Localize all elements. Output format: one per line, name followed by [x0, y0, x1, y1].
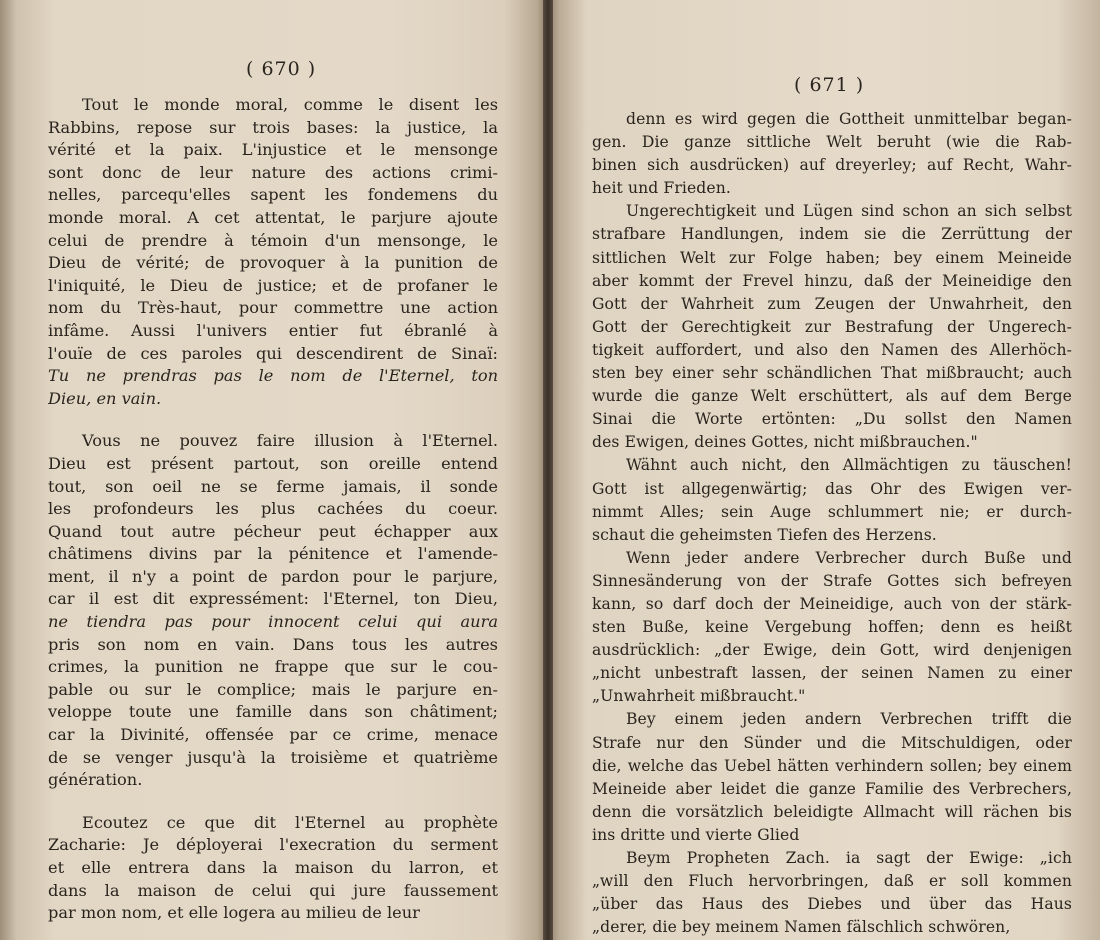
book-gutter	[543, 0, 553, 940]
text-line: celui de prendre à témoin d'un mensonge, le	[48, 230, 498, 250]
text-line: Gott ist allgegenwärtig; das Ohr des Ewigen ver-	[592, 479, 1072, 498]
text-line: Ecoutez ce que dit l'Eternel au prophète	[82, 812, 498, 832]
text-line: denn es wird gegen die Gottheit unmittelbar began-	[626, 110, 1072, 128]
text-line: génération.	[48, 770, 143, 790]
text-line: schaut die geheimsten Tiefen des Herzens.	[592, 525, 937, 544]
text-line: Beym Propheten Zach. ia sagt der Ewige: „ich	[626, 849, 1072, 867]
text-line: nom du Très-haut, pour commettre une action	[48, 298, 498, 318]
text-line: ausdrücklich: „der Ewige, dein Gott, wird denjenigen	[592, 641, 1072, 660]
text-line: „derer, die bey meinem Namen fälschlich schwören,	[592, 918, 1011, 937]
text-line: infâme. Aussi l'univers entier fut ébranlé à	[48, 320, 498, 340]
text-line: Dieu, en vain.	[48, 388, 162, 408]
text-line: kann, so darf doch der Meineidige, auch von der stärk-	[592, 594, 1072, 613]
text-line: l'ouïe de ces paroles qui descendirent de Sinaï:	[48, 343, 498, 363]
text-line: gen. Die ganze sittliche Welt beruht (wie die Rab-	[592, 133, 1072, 152]
text-line: Strafe nur den Sünder und die Mitschuldigen, oder	[592, 733, 1072, 752]
text-line: denn die vorsätzlich beleidigte Allmacht will rächen bis	[592, 802, 1072, 821]
text-line: strafbare Handlungen, indem sie die Zerrüttung der	[592, 225, 1072, 244]
text-line: heit und Frieden.	[592, 179, 731, 198]
text-line: Tout le monde moral, comme le disent les	[82, 95, 498, 114]
right-page-text	[592, 108, 1072, 939]
text-line: crimes, la punition ne frappe que sur le cou-	[48, 657, 498, 677]
text-line: les profondeurs les plus cachées du coeur.	[48, 499, 498, 519]
text-line: Sinnesänderung von der Strafe Gottes sich befreyen	[592, 571, 1072, 590]
page-number: ( 671 )	[794, 74, 865, 96]
text-line: Rabbins, repose sur trois bases: la justice, la	[48, 117, 498, 137]
text-line: pable ou sur le complice; mais le parjure en-	[48, 679, 498, 699]
text-line: tout, son oeil ne se ferme jamais, il sonde	[48, 476, 498, 496]
text-line: nimmt Alles; sein Auge schlummert nie; er durch-	[592, 502, 1072, 521]
text-line: Gott der Wahrheit zum Zeugen der Unwahrheit, den	[592, 294, 1072, 313]
text-line: l'iniquité, le Dieu de justice; et de profaner le	[48, 275, 498, 295]
text-line: des Ewigen, deines Gottes, nicht mißbrauchen."	[592, 433, 978, 452]
text-line: Vous ne pouvez faire illusion à l'Eternel.	[82, 431, 498, 451]
text-line: Dieu de vérité; de provoquer à la punition de	[48, 253, 498, 273]
right-page	[548, 0, 1100, 940]
text-line: Wähnt auch nicht, den Allmächtigen zu täuschen!	[626, 456, 1072, 475]
text-line: sittlichen Welt zur Folge haben; bey einem Meineide	[592, 248, 1072, 267]
text-line: ins dritte und vierte Glied	[592, 825, 800, 844]
text-line: sten bey einer sehr schändlichen That mißbraucht; auch	[592, 364, 1072, 383]
text-line: Quand tout autre pécheur peut échapper aux	[48, 521, 498, 541]
text-line: ne tiendra pas pour innocent celui qui aura	[48, 612, 498, 632]
text-line: par mon nom, et elle logera au milieu de leur	[48, 903, 420, 923]
text-line: Tu ne prendras pas le nom de l'Eternel, ton	[48, 366, 498, 386]
text-line: „will den Fluch hervorbringen, daß er soll kommen	[592, 872, 1072, 891]
text-line: et elle entrera dans la maison du larron, et	[48, 858, 498, 877]
text-line: veloppe toute une famille dans son châtiment;	[48, 702, 498, 722]
text-line: pris son nom en vain. Dans tous les autres	[48, 634, 498, 654]
text-line: „nicht unbestraft lassen, der seinen Namen zu einer	[592, 664, 1072, 683]
text-line: car il est dit expressément: l'Eternel, ton Dieu,	[48, 589, 498, 609]
left-page-text	[48, 94, 498, 925]
text-line: Sinai die Worte ertönten: „Du sollst den Namen	[592, 410, 1072, 429]
text-line: Gott der Gerechtigkeit zur Bestrafung der Ungerech-	[592, 317, 1072, 336]
text-line: ment, il n'y a point de pardon pour le parjure,	[48, 566, 498, 586]
text-line: de se venger jusqu'à la troisième et quatrième	[48, 747, 498, 767]
page-number: ( 670 )	[246, 58, 317, 80]
text-line: Bey einem jeden andern Verbrechen trifft die	[626, 710, 1072, 729]
text-line: Meineide aber leidet die ganze Familie des Verbrechers,	[592, 779, 1072, 798]
text-line: sont donc de leur nature des actions crimi-	[48, 162, 498, 182]
text-line: „über das Haus des Diebes und über das Haus	[592, 895, 1072, 914]
text-line: Ungerechtigkeit und Lügen sind schon an sich selbst	[626, 202, 1072, 221]
text-line: dans la maison de celui qui jure faussement	[48, 880, 498, 900]
text-line: tigkeit auffordert, und also den Namen des Allerhöch-	[592, 340, 1072, 359]
text-line: sten Buße, keine Vergebung hoffen; denn es heißt	[592, 618, 1072, 637]
text-line: Dieu est présent partout, son oreille entend	[48, 453, 498, 473]
text-line: vérité et la paix. L'injustice et le mensonge	[48, 140, 498, 160]
text-line: car la Divinité, offensée par ce crime, menace	[48, 725, 498, 745]
text-line: nelles, parcequ'elles sapent les fondemens du	[48, 185, 498, 205]
paragraph-gap	[48, 792, 498, 812]
text-line: Wenn jeder andere Verbrecher durch Buße und	[626, 548, 1072, 567]
text-line: wurde die ganze Welt erschüttert, als auf dem Berge	[592, 387, 1072, 406]
text-line: die, welche das Uebel hätten verhindern sollen; bey einem	[592, 756, 1072, 775]
text-line: Zacharie: Je déployerai l'execration du serment	[48, 835, 498, 855]
text-line: „Unwahrheit mißbraucht."	[592, 687, 806, 706]
text-line: aber kommt der Frevel hinzu, daß der Meineidige den	[592, 271, 1072, 290]
text-line: châtimens divins par la pénitence et l'amende-	[48, 544, 498, 564]
text-line: monde moral. A cet attentat, le parjure ajoute	[48, 207, 498, 227]
paragraph-gap	[48, 410, 498, 430]
text-line: binen sich ausdrücken) auf dreyerley; auf Recht, Wahr-	[592, 156, 1072, 175]
left-page	[0, 0, 548, 940]
